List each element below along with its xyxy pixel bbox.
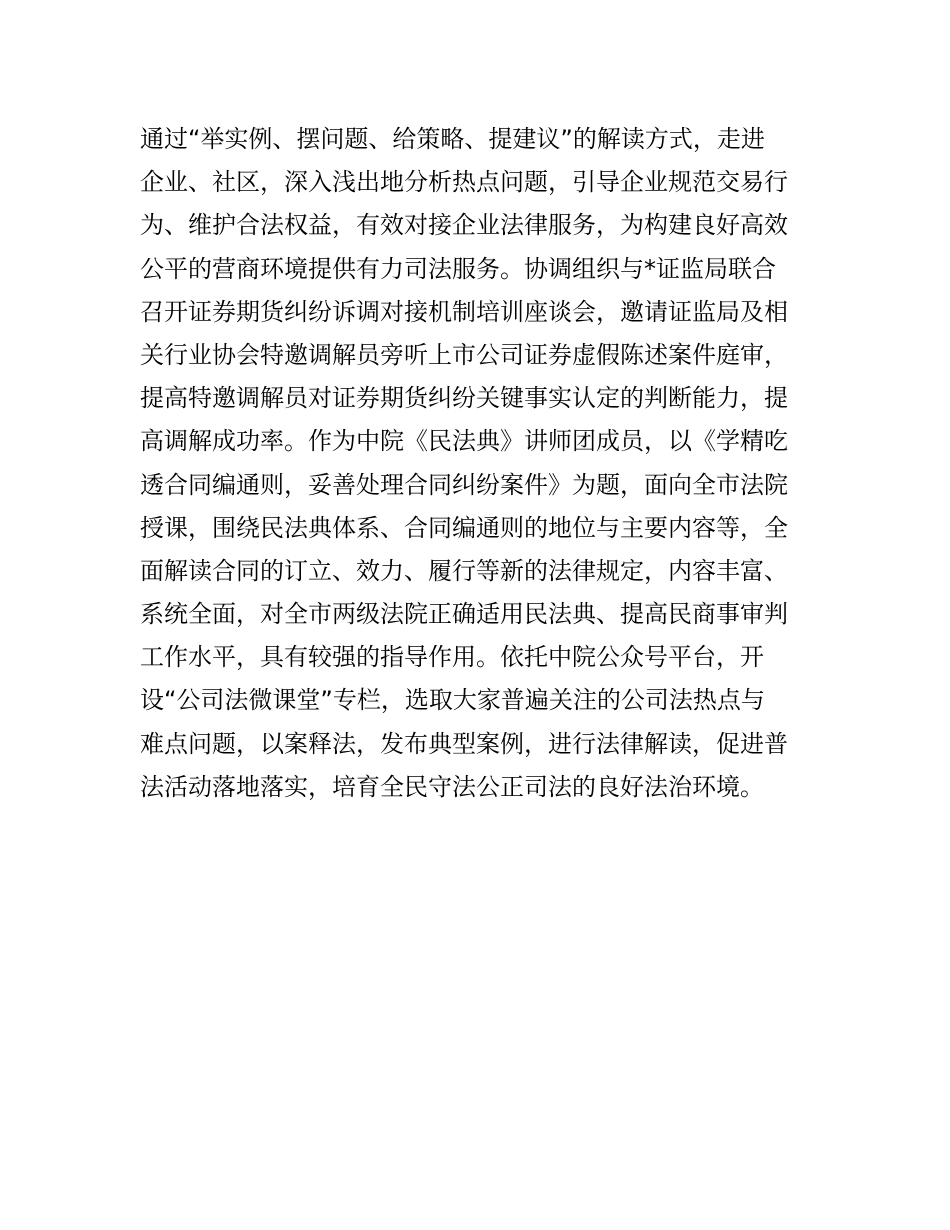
paragraph-line-16: 法活动落地落实，培育全民守法公正司法的良好法治环境。 xyxy=(140,772,764,801)
paragraph-line-13: 工作水平，具有较强的指导作用。依托中院公众号平台，开 xyxy=(140,643,764,672)
paragraph-line-2: 企业、社区，深入浅出地分析热点问题，引导企业规范交易行 xyxy=(140,168,788,197)
paragraph-line-6: 关行业协会特邀调解员旁听上市公司证券虚假陈述案件庭审， xyxy=(140,340,788,369)
paragraph-line-4: 公平的营商环境提供有力司法服务。协调组织与*证监局联合 xyxy=(140,254,776,283)
paragraph-line-11: 面解读合同的订立、效力、履行等新的法律规定，内容丰富、 xyxy=(140,556,788,585)
paragraph-line-3: 为、维护合法权益，有效对接企业法律服务，为构建良好高效 xyxy=(140,211,788,240)
paragraph-line-12: 系统全面，对全市两级法院正确适用民法典、提高民商事审判 xyxy=(140,600,788,629)
paragraph-line-9: 透合同编通则，妥善处理合同纠纷案件》为题，面向全市法院 xyxy=(140,470,788,499)
paragraph-line-10: 授课，围绕民法典体系、合同编通则的地位与主要内容等，全 xyxy=(140,513,788,542)
paragraph-line-7: 提高特邀调解员对证券期货纠纷关键事实认定的判断能力，提 xyxy=(140,384,788,413)
paragraph-line-1: 通过“举实例、摆问题、给策略、提建议”的解读方式，走进 xyxy=(140,125,765,153)
paragraph-line-14: 设“公司法微课堂”专栏，选取大家普遍关注的公司法热点与 xyxy=(140,686,765,715)
paragraph-line-5: 召开证券期货纠纷诉调对接机制培训座谈会，邀请证监局及相 xyxy=(140,297,788,326)
paragraph-line-15: 难点问题，以案释法，发布典型案例，进行法律解读，促进普 xyxy=(140,729,788,758)
body-paragraph xyxy=(140,118,820,809)
paragraph-line-8: 高调解成功率。作为中院《民法典》讲师团成员，以《学精吃 xyxy=(140,427,788,456)
